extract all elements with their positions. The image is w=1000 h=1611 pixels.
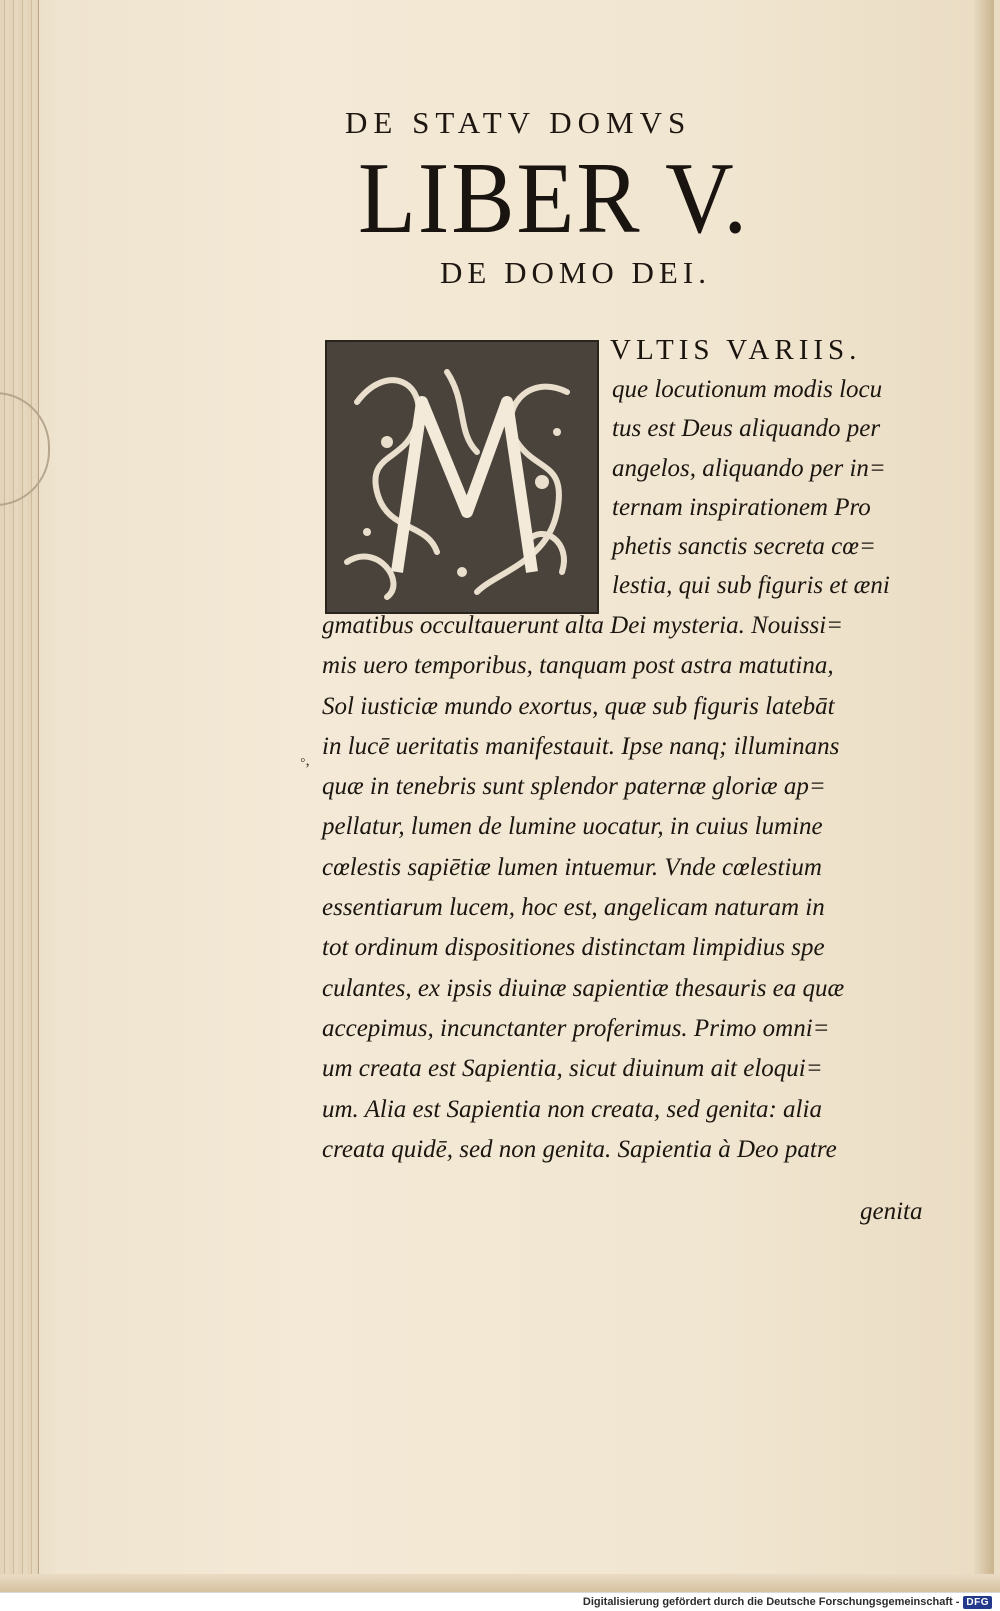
- text-line: in lucē ueritatis manifestauit. Ipse nanq; illuminans: [322, 732, 840, 760]
- book-subtitle: DE DOMO DEI.: [440, 255, 711, 290]
- page-fold-edge: [974, 0, 994, 1592]
- text-line: Sol iusticiæ mundo exortus, quæ sub figuris latebāt: [322, 692, 835, 720]
- text-line: tot ordinum dispositiones distinctam limpidius spe: [322, 934, 825, 962]
- text-line: culantes, ex ipsis diuinæ sapientiæ thesauris ea quæ: [322, 974, 845, 1002]
- text-line: lestia, qui sub figuris et æni: [612, 572, 890, 600]
- catchword: genita: [860, 1198, 923, 1225]
- dfg-logo-icon: DFG: [963, 1596, 992, 1609]
- book-title: LIBER V.: [358, 142, 749, 255]
- binding-clasp: [0, 392, 50, 506]
- opening-line: VLTIS VARIIS.: [610, 334, 862, 366]
- text-line: gmatibus occultauerunt alta Dei mysteria. Nouissi=: [322, 612, 844, 639]
- page-bottom-edge: [0, 1574, 1000, 1592]
- page-stack-edge: [0, 0, 39, 1592]
- text-line: que locutionum modis locu: [612, 376, 883, 403]
- text-line: pellatur, lumen de lumine uocatur, in cuius lumine: [322, 813, 823, 841]
- credit-text: Digitalisierung gefördert durch die Deutsche Forschungsgemeinschaft -: [582, 1596, 960, 1608]
- decorated-initial-woodcut: [325, 340, 599, 614]
- digitization-credit-bar: [0, 1592, 1000, 1611]
- text-line: um creata est Sapientia, sicut diuinum ait eloqui=: [322, 1055, 823, 1083]
- text-line: mis uero temporibus, tanquam post astra matutina,: [322, 652, 834, 680]
- text-line: ternam inspirationem Pro: [612, 493, 871, 521]
- text-line: accepimus, incunctanter proferimus. Primo omni=: [322, 1014, 830, 1042]
- text-line: quæ in tenebris sunt splendor paternæ gloriæ ap=: [322, 773, 826, 801]
- woodcut-initial-m-icon: [327, 342, 597, 612]
- text-beside-initial: [612, 370, 942, 606]
- text-line: creata quidē, sed non genita. Sapientia à Deo patre: [322, 1135, 837, 1163]
- margin-mark: ◦,: [300, 752, 310, 769]
- text-line: cœlestis sapiētiæ lumen intuemur. Vnde cœlestium: [322, 853, 822, 881]
- text-line: angelos, aliquando per in=: [612, 454, 886, 482]
- body-text: [322, 606, 952, 1170]
- text-line: um. Alia est Sapientia non creata, sed genita: alia: [322, 1095, 822, 1123]
- text-line: tus est Deus aliquando per: [612, 415, 881, 443]
- text-line: phetis sanctis secreta cœ=: [612, 533, 876, 561]
- running-head: DE STATV DOMVS: [345, 105, 692, 140]
- text-line: essentiarum lucem, hoc est, angelicam naturam in: [322, 894, 825, 922]
